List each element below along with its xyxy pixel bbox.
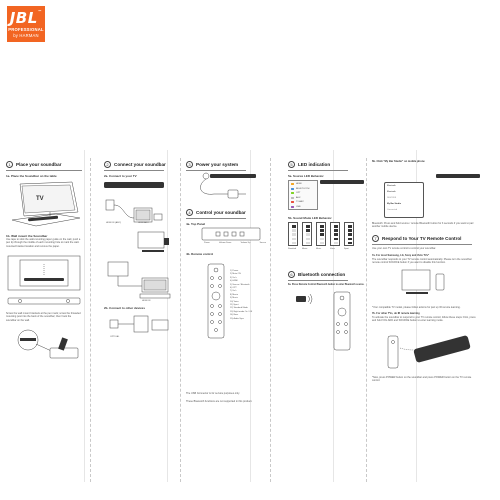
sound-mode-label: Sport	[344, 248, 349, 250]
usb-service-note: The USB Connector is for service purposes only.	[186, 392, 240, 395]
section-header	[288, 160, 368, 168]
led-label: OPT	[296, 192, 301, 194]
sound-mode-label: Music	[316, 248, 322, 250]
button-label-volume-up: Volume Up	[240, 242, 251, 244]
led-label: AUX	[296, 196, 301, 199]
led-segment	[306, 238, 310, 241]
section-rule	[6, 170, 82, 171]
phone-header: Bluetooth	[387, 185, 396, 187]
led-indicator-icon	[291, 206, 294, 208]
remote-button-label: 15) Audio Sync	[230, 317, 244, 320]
section-number: 6	[288, 271, 295, 278]
jbl-logo-text: JBL™	[9, 9, 43, 27]
led-segment	[306, 229, 310, 232]
remote-button-label: 7) Vol −	[230, 290, 238, 293]
led-segment	[348, 242, 352, 245]
fold-line	[84, 150, 85, 482]
led-segment	[348, 233, 352, 236]
led-indicator-icon	[291, 197, 294, 199]
other-devices-diagram	[104, 262, 176, 302]
led-indicator-icon	[291, 201, 294, 203]
led-indicator-icon	[291, 188, 294, 190]
logo-professional: PROFESSIONAL	[8, 27, 44, 32]
led-row	[291, 192, 301, 194]
sound-mode-led-bar	[288, 222, 298, 246]
tv-label: TV	[36, 196, 44, 202]
remote-button-label: 11) Sport	[230, 304, 239, 306]
step-6b: 6b. Click "My Bar Studio" on mobile phone	[372, 160, 425, 163]
led-row	[291, 183, 302, 185]
step-7a: 7a. For most Samsung, LG, Sony and Vizio TVs*	[372, 254, 430, 257]
top-panel-button-labels	[204, 242, 266, 244]
led-segment	[348, 225, 352, 228]
tv-remote-auto-illustration	[402, 270, 452, 300]
section-title: Connect your soundbar	[114, 161, 166, 167]
phone-device-status: Connected	[387, 209, 398, 211]
column-divider	[180, 158, 181, 482]
section-header	[104, 160, 184, 168]
led-segment	[320, 225, 324, 228]
sound-mode-led-bar	[330, 222, 340, 246]
section-header	[288, 270, 368, 278]
remote-button-label: 4) HDMI	[230, 280, 238, 283]
led-indicator-icon	[291, 183, 294, 185]
led-segment	[334, 229, 338, 232]
tv-remote-intro: Use your own TV remote control to control your soundbar.	[372, 247, 437, 250]
led-segment	[292, 238, 296, 241]
button-label-power: Power	[204, 242, 210, 244]
led-label: TV ARC	[296, 201, 304, 203]
sound-mode-label: Standard	[288, 248, 297, 250]
remote-control-bluetooth-illustration	[330, 292, 354, 352]
optical-label: OPTICAL	[110, 336, 120, 338]
hdmi-in-label: HDMI IN	[142, 300, 151, 302]
led-segment	[334, 233, 338, 236]
remote-button-label: 14) Bass	[230, 314, 239, 317]
section-title: Respond to Your TV Remote Control	[382, 235, 462, 241]
section-title: Power your system	[196, 161, 239, 167]
led-row	[291, 201, 304, 203]
power-learning-note: *Now, press POWER button on the soundbar and press POWER button on the TV remote control.	[372, 376, 472, 383]
phone-bluetooth-screen	[384, 182, 424, 218]
section-header	[186, 208, 266, 216]
remote-button-label: 1) Power	[230, 270, 239, 272]
sound-mode-led-bar	[344, 222, 354, 246]
remote-button-label: 8) Movie	[230, 293, 238, 296]
step-5b: 5b. Sound Mode LED Behavior	[288, 216, 332, 220]
led-segment	[320, 233, 324, 236]
step-1b: 1b. Wall mount the Soundbar	[6, 234, 48, 238]
section-number: 5	[288, 161, 295, 168]
step-2a: 2a. Connect to your TV	[104, 174, 137, 178]
remote-button-label: 13) Night mode On / Off	[230, 310, 253, 313]
remote-control-illustration	[206, 264, 228, 340]
step-2b: 2b. Connect to other devices	[104, 306, 146, 310]
section-title: Control your soundbar	[196, 209, 246, 215]
soundbar-led-illustration	[320, 178, 366, 188]
jbl-professional-logo	[7, 6, 45, 42]
remote-button-label: 2) Mute ON	[230, 273, 241, 276]
step-5a: 5a. Source LED Behavior	[288, 174, 324, 178]
button-label-volume-down: Volume Down	[218, 242, 232, 244]
bracket-instructions: Screw the wall mount brackets at the pen mark; screw the threaded mounting post into the back of the soundbar; then hook the soundbar on the wall.	[6, 312, 81, 322]
led-segment	[320, 229, 324, 232]
led-label: BLUETOOTH	[296, 187, 310, 190]
top-panel-illustration	[202, 226, 262, 242]
remote-button-label: 12) Standard Mode	[230, 307, 248, 310]
section-title: Bluetooth connection	[298, 271, 346, 277]
bluetooth-pairing-note: Bluetooth: Press and hold source / remote Bluetooth button for 3 seconds if you want to pair another mobile device.	[372, 222, 474, 229]
remote-button-label: 3) Vol +	[230, 276, 238, 279]
soundbar-illustration	[104, 180, 166, 192]
mounting-detail-illustration	[10, 326, 82, 362]
column-divider	[366, 158, 367, 482]
tv-on-table-illustration	[12, 182, 80, 230]
column-connect-soundbar	[104, 160, 178, 480]
section-number: 3	[186, 161, 193, 168]
section-number: 2	[104, 161, 111, 168]
sound-mode-label: Movie	[302, 248, 308, 250]
soundbar-top-illustration	[436, 172, 482, 182]
led-segment	[334, 242, 338, 245]
bluetooth-wave-icon	[294, 292, 314, 306]
section-header	[186, 160, 266, 168]
led-row	[291, 197, 301, 199]
source-led-table	[288, 180, 318, 210]
remote-button-label: 10) Voice	[230, 300, 239, 303]
phone-device-item[interactable]: My Bar Studio	[387, 203, 401, 205]
wall-mount-illustration	[6, 254, 82, 294]
logo-harman: by HARMAN	[13, 33, 39, 38]
led-label: HDMI	[296, 183, 302, 185]
led-segment	[306, 225, 310, 228]
remote-button-label: 6) OPT	[230, 287, 237, 289]
bluetooth-note: These Bluetooth functions are not supported in this product.	[186, 400, 253, 403]
led-segment	[348, 238, 352, 241]
led-segment	[348, 229, 352, 232]
led-row	[291, 188, 309, 190]
section-rule	[288, 280, 348, 281]
led-segment	[292, 229, 296, 232]
compatible-tv-note: *Your compatible TV model, please follow actions for pair up IR remote learning.	[372, 306, 461, 309]
tv-arc-illustration	[134, 230, 174, 260]
section-number: 7	[372, 235, 379, 242]
led-segment	[306, 242, 310, 245]
led-segment	[334, 225, 338, 228]
hdmi-arc-label: HDMI ARC	[138, 222, 149, 224]
led-segment	[320, 242, 324, 245]
led-segment	[292, 242, 296, 245]
step-4a: 4a. Top Panel	[186, 222, 206, 226]
step-1a: 1a. Place the Soundbar on the table	[6, 174, 57, 178]
column-power-control	[186, 160, 266, 480]
phone-bluetooth-toggle[interactable]: Bluetooth	[387, 191, 396, 193]
section-rule	[104, 170, 164, 171]
section-rule	[186, 170, 246, 171]
auto-tv-remote-text: The soundbar responds to your TV remote control automatically. Please turn the soundbar remote control SOURCE button if you want to disable this function.	[372, 258, 472, 265]
button-label-source: Source	[259, 242, 266, 244]
section-header	[372, 234, 462, 242]
column-divider	[270, 158, 271, 482]
wall-mount-instructions: Use tape to stick the wall-mounting paper guide on the wall, push a pen tip through the middle of each mounting hole to mark the wall-mounted bracket location and remove the paper.	[6, 238, 81, 248]
ir-learning-text: To activate the soundbar to respond to your TV remote control, follow these steps: First, press and hold VOL ADD and SOURCE button to enter learning mode.	[372, 316, 476, 323]
ir-learning-illustration	[384, 328, 474, 372]
led-segment	[306, 233, 310, 236]
hdmi-in-arc-label: HDMI IN (ARC)	[106, 222, 122, 224]
led-segment	[334, 238, 338, 241]
sound-mode-led-bar	[302, 222, 312, 246]
section-header	[6, 160, 86, 168]
section-rule	[372, 244, 472, 245]
column-led-bluetooth	[288, 160, 365, 480]
soundbar-bracket-diagram	[6, 296, 82, 308]
section-rule	[186, 218, 246, 219]
led-indicator-icon	[291, 192, 294, 194]
section-rule	[288, 170, 348, 171]
sound-mode-led-bars	[288, 222, 362, 254]
led-label: USB	[296, 205, 301, 208]
phone-devices-header: DEVICES	[387, 197, 397, 199]
led-row	[291, 206, 301, 208]
sound-mode-led-bar	[316, 222, 326, 246]
remote-button-label: 9) Music	[230, 297, 238, 300]
optical-device-diagram	[110, 314, 174, 336]
section-number: 1	[6, 161, 13, 168]
step-6a: 6a. Press Remote Control Bluetooth button to enter Bluetooth source.	[288, 284, 365, 286]
column-phone-tv-remote	[372, 160, 482, 480]
power-cable-illustration	[192, 172, 262, 206]
led-segment	[292, 225, 296, 228]
led-segment	[292, 233, 296, 236]
column-divider	[90, 158, 91, 482]
section-title: LED indication	[298, 161, 331, 167]
step-4b: 4b. Remote control	[186, 252, 214, 256]
step-7b: 7b. For other TVs, do IR remote learning	[372, 312, 420, 315]
led-segment	[320, 238, 324, 241]
section-number: 4	[186, 209, 193, 216]
remote-button-label: 5) Source / Bluetooth	[230, 283, 250, 286]
column-place-soundbar	[6, 160, 82, 480]
sound-mode-label: Voice	[330, 248, 335, 250]
section-title: Place your soundbar	[16, 161, 62, 167]
